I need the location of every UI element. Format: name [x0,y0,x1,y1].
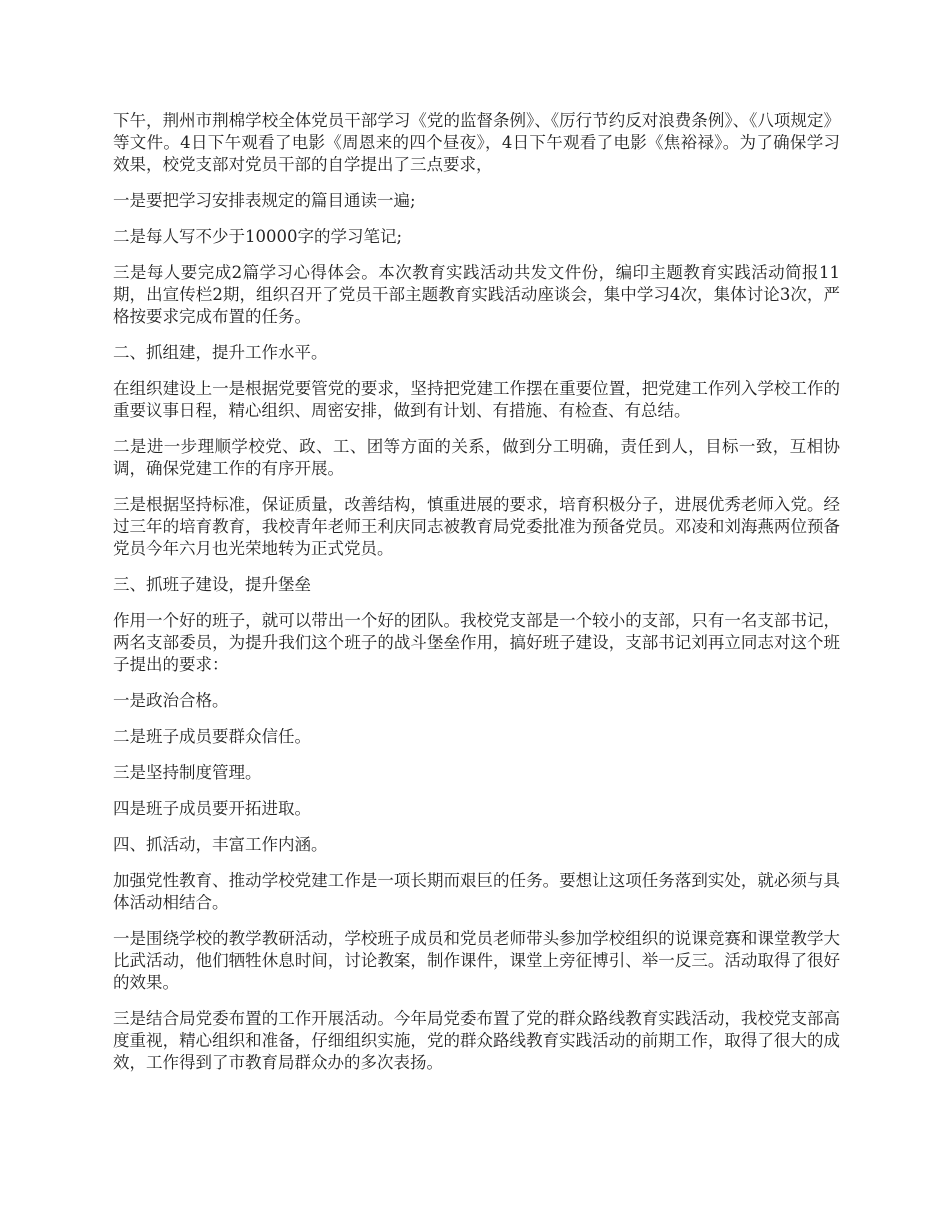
paragraph-team-4: 四是班子成员要开拓进取。 [113,799,311,818]
section-heading-4: 四、抓活动，丰富工作内涵。 [113,835,328,854]
document-body [113,110,840,1088]
paragraph-activity-3: 三是结合局党委布置的工作开展活动。今年局党委布置了党的群众路线教育实践活动，我校党支部高度重视，精心组织和准备，仔细组织实施，党的群众路线教育实践活动的前期工作，取得了很大的成效，工作得到了市教育局群众办的多次表扬。 [113,1009,840,1072]
paragraph-requirement-1: 一是要把学习安排表规定的篇目通读一遍; [113,191,416,210]
section-heading-2: 二、抓组建，提升工作水平。 [113,343,328,362]
paragraph-requirement-2: 二是每人写不少于10000字的学习笔记; [113,227,403,246]
paragraph-activity-1: 一是围绕学校的教学教研活动，学校班子成员和党员老师带头参加学校组织的说课竞赛和课堂教学大比武活动，他们牺牲休息时间，讨论教案，制作课件，课堂上旁征博引、举一反三。活动取得了很好的效果。 [113,929,840,992]
paragraph-org-1: 在组织建设上一是根据党要管党的要求，坚持把党建工作摆在重要位置，把党建工作列入学校工作的重要议事日程，精心组织、周密安排，做到有计划、有措施、有检查、有总结。 [113,379,840,420]
paragraph-intro: 下午，荆州市荆棉学校全体党员干部学习《党的监督条例》、《厉行节约反对浪费条例》、《八项规定》等文件。4日下午观看了电影《周恩来的四个昼夜》，4日下午观看了电影《焦裕禄》。为了确保学习效果，校党支部对党员干部的自学提出了三点要求， [113,111,840,174]
paragraph-org-3: 三是根据坚持标准，保证质量，改善结构，慎重进展的要求，培育积极分子，进展优秀老师入党。经过三年的培育教育，我校青年老师王利庆同志被教育局党委批准为预备党员。邓凌和刘海燕两位预备党员今年六月也光荣地转为正式党员。 [113,495,840,558]
paragraph-team-intro: 作用一个好的班子，就可以带出一个好的团队。我校党支部是一个较小的支部，只有一名支部书记，两名支部委员，为提升我们这个班子的战斗堡垒作用，搞好班子建设，支部书记刘再立同志对这个班子提出的要求： [113,611,840,674]
paragraph-team-1: 一是政治合格。 [113,691,229,710]
section-heading-3: 三、抓班子建设，提升堡垒 [113,575,311,594]
paragraph-org-2: 二是进一步理顺学校党、政、工、团等方面的关系，做到分工明确，责任到人，目标一致，互相协调，确保党建工作的有序开展。 [113,437,840,478]
paragraph-activity-intro: 加强党性教育、推动学校党建工作是一项长期而艰巨的任务。要想让这项任务落到实处，就必须与具体活动相结合。 [113,871,840,912]
paragraph-requirement-3: 三是每人要完成2篇学习心得体会。本次教育实践活动共发文件份，编印主题教育实践活动简报11期，出宣传栏2期，组织召开了党员干部主题教育实践活动座谈会，集中学习4次，集体讨论3次，严格按要求完成布置的任务。 [113,263,840,326]
paragraph-team-2: 二是班子成员要群众信任。 [113,727,311,746]
paragraph-team-3: 三是坚持制度管理。 [113,763,262,782]
